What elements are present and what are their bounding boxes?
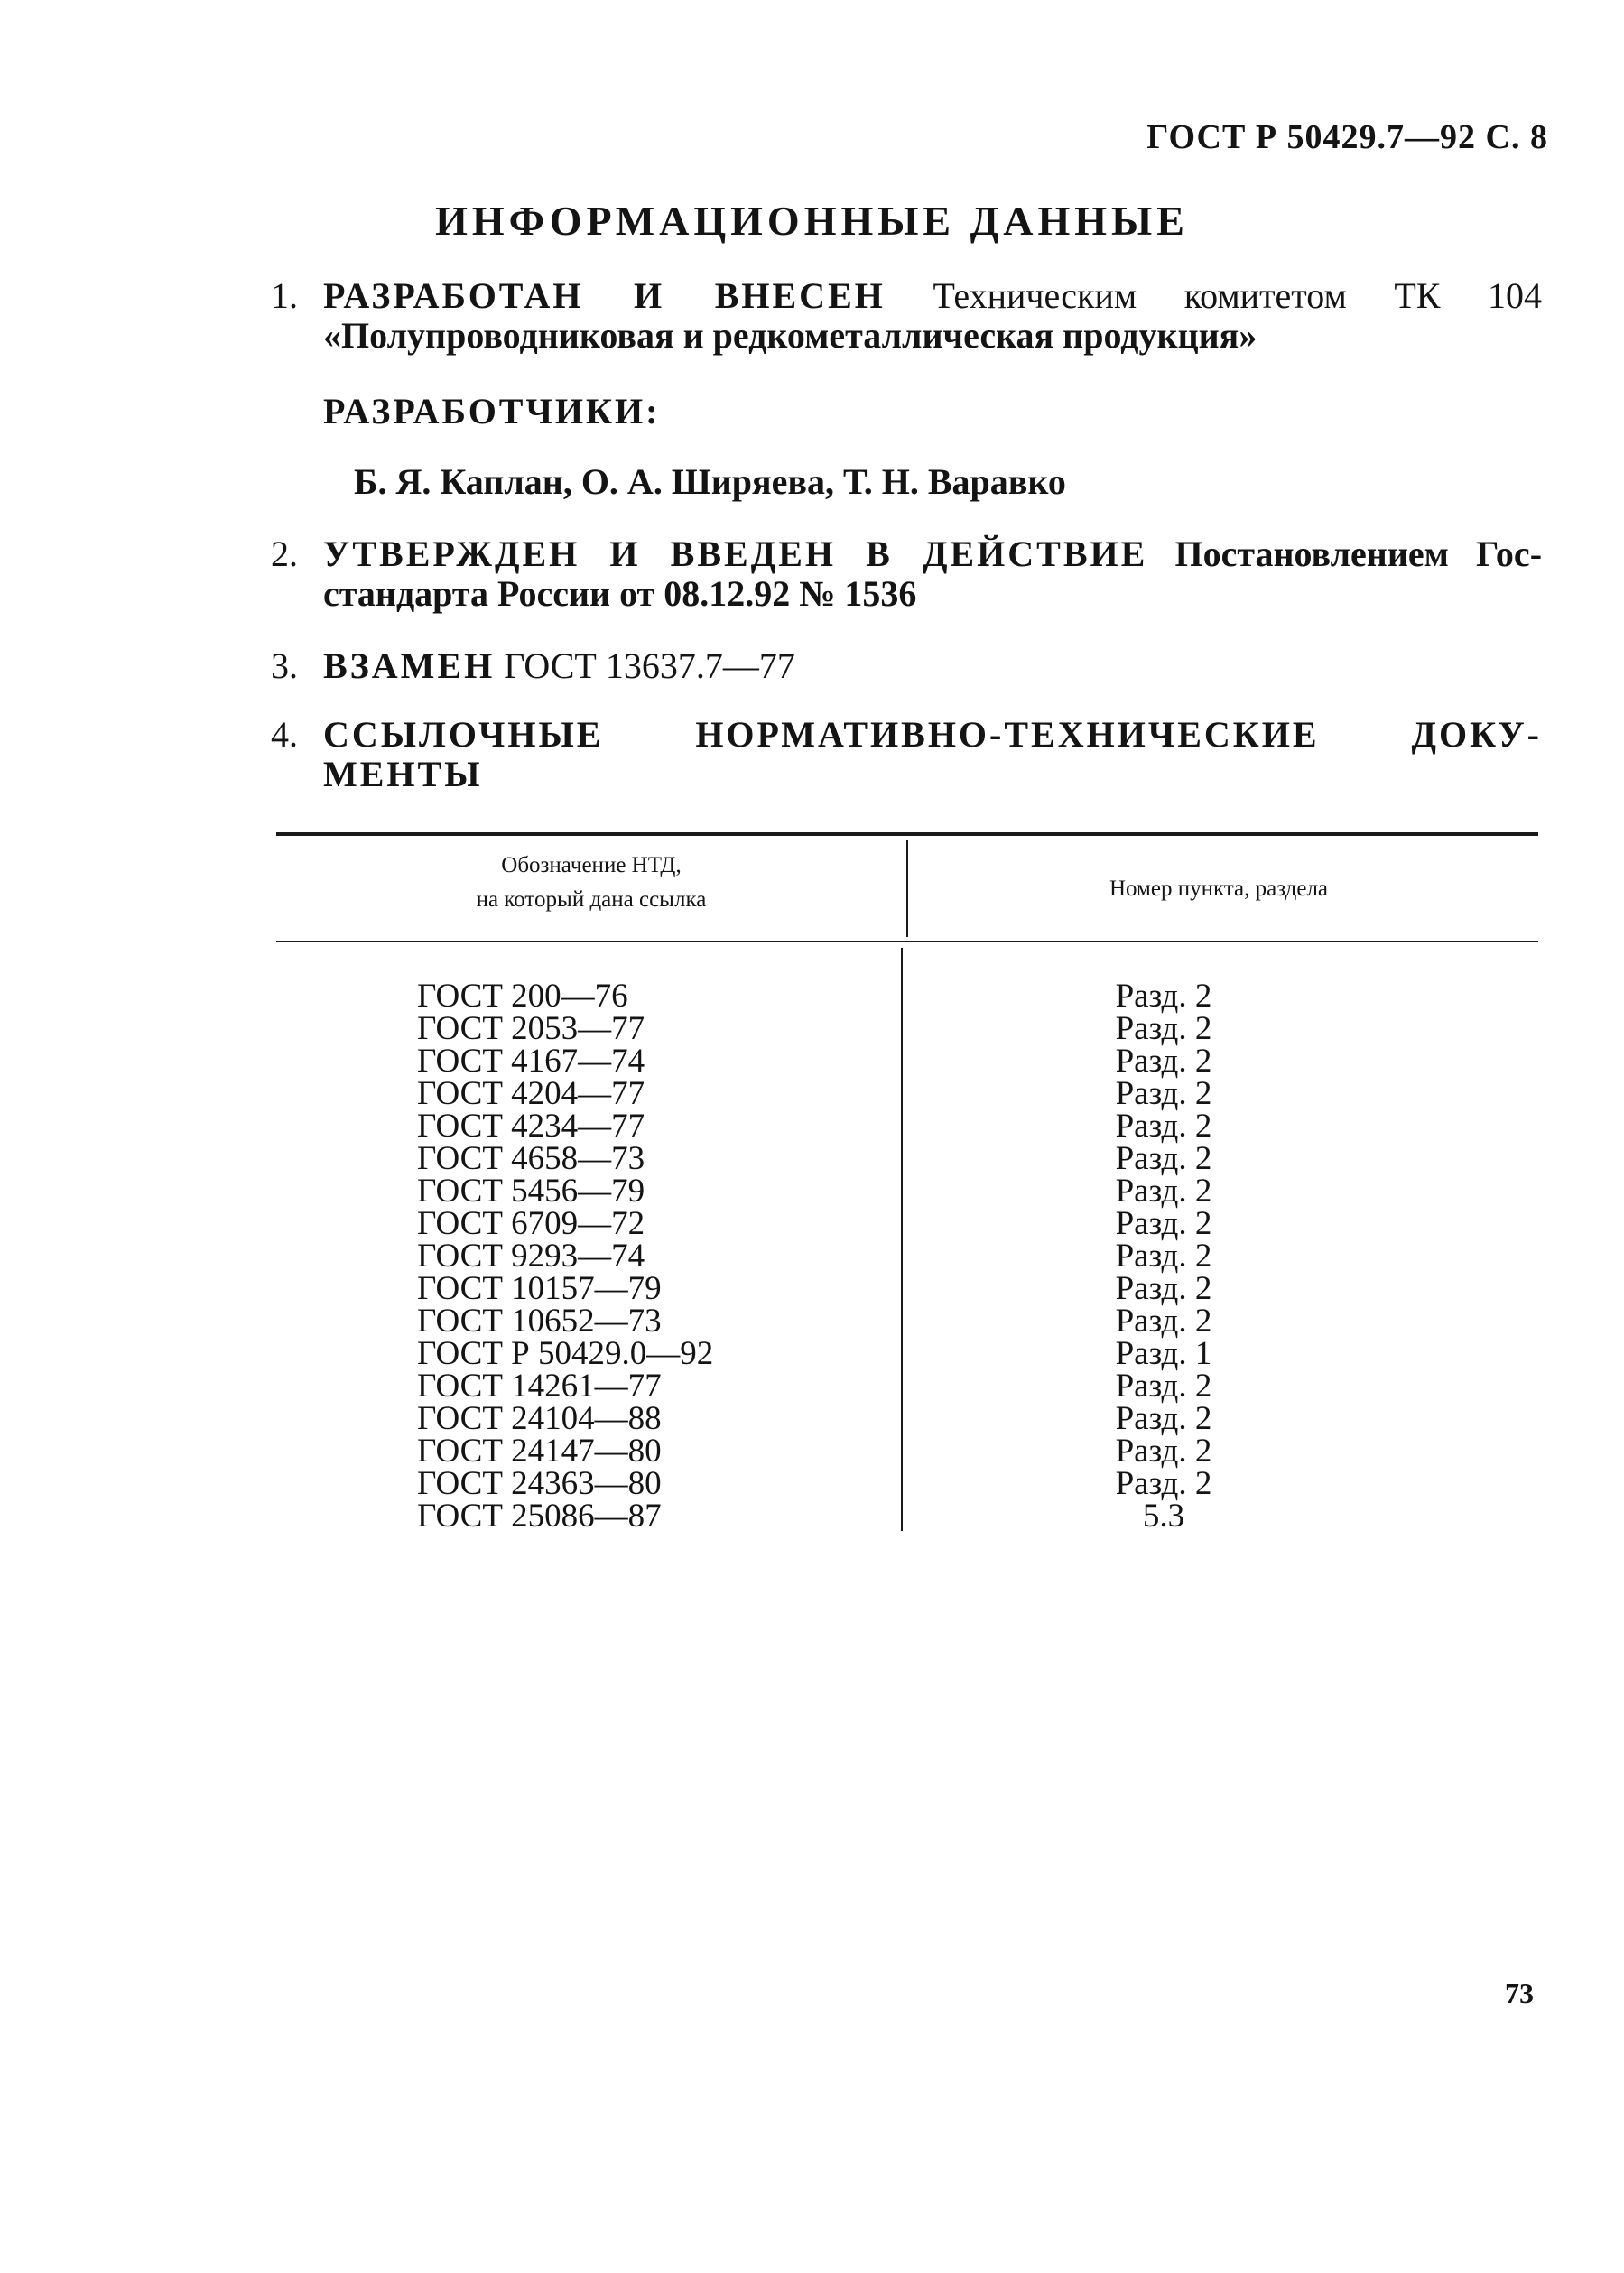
page-title: ИНФОРМАЦИОННЫЕ ДАННЫЕ — [435, 198, 1189, 244]
table-row-section: Разд. 2 — [1115, 1108, 1212, 1145]
table-row-section: Разд. 2 — [1115, 1368, 1212, 1405]
table-row-section: Разд. 1 — [1115, 1335, 1212, 1372]
table-row-doc: ГОСТ 200—76 — [417, 978, 628, 1015]
developers-label: РАЗРАБОТЧИКИ: — [323, 391, 661, 431]
page-number: 73 — [1505, 1977, 1534, 2009]
table-top-rule — [276, 832, 1538, 836]
table-row-section: Разд. 2 — [1115, 1205, 1212, 1242]
table-row-doc: ГОСТ 24147—80 — [417, 1433, 662, 1470]
item-2-line-2: стандарта России от 08.12.92 № 1536 — [323, 573, 917, 614]
table-body-divider — [901, 948, 903, 1531]
table-row-section: Разд. 2 — [1115, 1270, 1212, 1307]
table-row-doc: ГОСТ 14261—77 — [417, 1368, 662, 1405]
table-row-section: 5.3 — [1142, 1498, 1185, 1535]
table-row-doc: ГОСТ 4204—77 — [417, 1075, 645, 1112]
item-1-line-1 — [323, 276, 1542, 316]
table-row-doc: ГОСТ 9293—74 — [417, 1238, 645, 1275]
document-reference-header: ГОСТ Р 50429.7—92 С. 8 — [1146, 118, 1548, 156]
item-3-rest: ГОСТ 13637.7—77 — [504, 645, 795, 686]
item-3 — [271, 646, 1544, 688]
table-row-doc: ГОСТ 2053—77 — [417, 1010, 645, 1047]
table-row-doc: ГОСТ 24104—88 — [417, 1400, 662, 1437]
table-row-doc: ГОСТ Р 50429.0—92 — [417, 1335, 714, 1372]
table-row-section: Разд. 2 — [1115, 1173, 1212, 1210]
table-header-col-1-line-1: Обозначение НТД, — [501, 853, 682, 877]
item-1-line-2: «Полупроводниковая и редкометаллическая продукция» — [323, 315, 1257, 356]
item-3-lead: ВЗАМЕН — [323, 645, 496, 686]
item-3-number: 3. — [271, 645, 298, 686]
table-row-section: Разд. 2 — [1115, 1465, 1212, 1502]
item-1-lead: РАЗРАБОТАН И ВНЕСЕН — [323, 275, 886, 316]
item-4-number: 4. — [271, 714, 298, 755]
table-row-doc: ГОСТ 25086—87 — [417, 1498, 662, 1535]
table-header-divider — [906, 840, 908, 937]
item-1-number: 1. — [271, 275, 298, 316]
table-row-section: Разд. 2 — [1115, 1140, 1212, 1177]
table-row-doc: ГОСТ 4167—74 — [417, 1043, 645, 1080]
table-row-section: Разд. 2 — [1115, 1010, 1212, 1047]
table-row-section: Разд. 2 — [1115, 1075, 1212, 1112]
table-row-doc: ГОСТ 24363—80 — [417, 1465, 662, 1502]
table-header-col-2: Номер пункта, раздела — [1109, 877, 1329, 901]
item-4-line-2: МЕНТЫ — [323, 754, 483, 794]
item-4-line-1: ССЫЛОЧНЫЕ НОРМАТИВНО-ТЕХНИЧЕСКИЕ ДОКУ- — [323, 714, 1542, 755]
table-col-documents — [417, 980, 713, 1533]
item-4 — [271, 715, 1544, 796]
item-2-number: 2. — [271, 533, 298, 574]
table-row-section: Разд. 2 — [1115, 1400, 1212, 1437]
table-header-col-1 — [298, 849, 885, 917]
table-row-doc: ГОСТ 6709—72 — [417, 1205, 645, 1242]
item-2-line-1 — [323, 534, 1542, 574]
table-row-doc: ГОСТ 4658—73 — [417, 1140, 645, 1177]
table-col-sections — [1087, 980, 1240, 1533]
table-row-section: Разд. 2 — [1115, 1043, 1212, 1080]
item-2-lead: УТВЕРЖДЕН И ВВЕДЕН В ДЕЙСТВИЕ — [323, 533, 1148, 574]
table-row-doc: ГОСТ 10157—79 — [417, 1270, 662, 1307]
table-row-section: Разд. 2 — [1115, 978, 1212, 1015]
table-row-doc: ГОСТ 5456—79 — [417, 1173, 645, 1210]
item-1 — [271, 276, 1544, 357]
table-row-section: Разд. 2 — [1115, 1303, 1212, 1340]
item-2-line-1-rest: Постановлением Гос- — [1174, 533, 1543, 574]
item-2 — [271, 534, 1544, 616]
developers-names: Б. Я. Каплан, О. А. Ширяева, Т. Н. Варавко — [354, 461, 1066, 502]
item-1-line-1-rest: Техническим комитетом ТК 104 — [933, 275, 1543, 316]
table-row-doc: ГОСТ 4234—77 — [417, 1108, 645, 1145]
table-row-section: Разд. 2 — [1115, 1238, 1212, 1275]
table-header-col-1-line-2: на который дана ссылка — [476, 887, 707, 912]
table-header-rule — [276, 941, 1538, 942]
table-row-section: Разд. 2 — [1115, 1433, 1212, 1470]
table-row-doc: ГОСТ 10652—73 — [417, 1303, 662, 1340]
